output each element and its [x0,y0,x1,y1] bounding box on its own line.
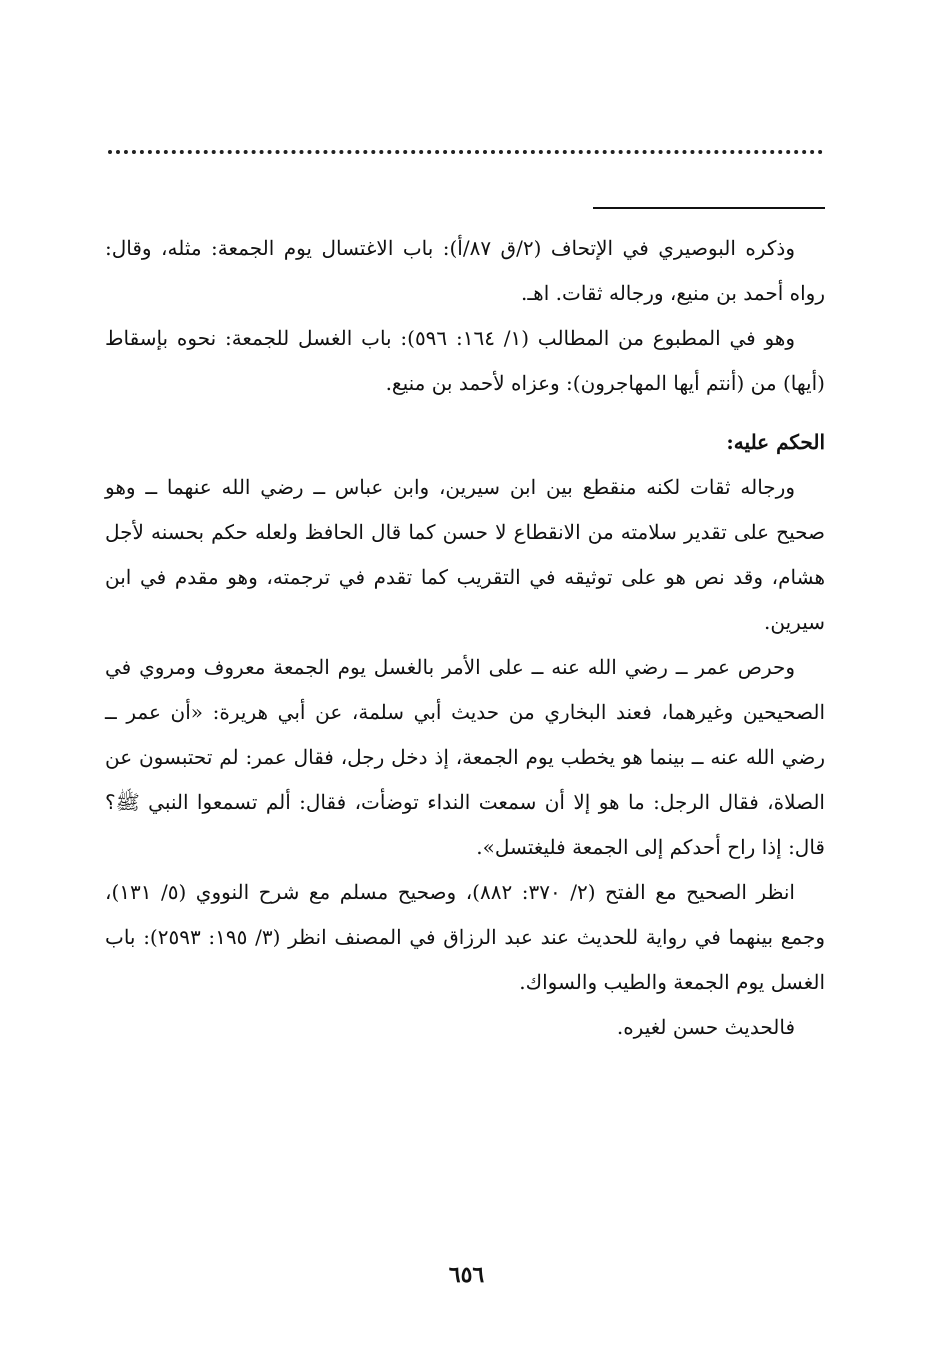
ruling-conclusion: فالحديث حسن لغيره. [616,1015,795,1039]
ruling-paragraph-3: انظر الصحيح مع الفتح (٢/ ٣٧٠: ٨٨٢)، وصحيح مسلم مع شرح النووي (٥/ ١٣١)، وجمع بينهما في رواية للحديث عند عبد الرزاق في المصنف انظر (٣/ ١٩٥: ٢٥٩٣): باب الغسل يوم الجمعة والطيب والسواك. [105,880,825,994]
ruling-paragraph-1: ورجاله ثقات لكنه منقطع بين ابن سيرين، وابن عباس ــ رضي الله عنهما ــ وهو صحيح على تقدير سلامته من الانقطاع لا حسن كما قال الحافظ ولعله حكم بحسنه لأجل هشام، وقد نص هو على توثيقه في التقريب كما تقدم في ترجمته، وهو مقدم في ابن سيرين. [105,475,825,634]
dotted-separator [108,150,823,154]
ruling-heading: الحكم عليه: [726,430,825,454]
page-number: ٦٥٦ [448,1262,485,1288]
footnote-paragraph-2: وهو في المطبوع من المطالب (١/ ١٦٤: ٥٩٦): باب الغسل للجمعة: نحوه بإسقاط (أيها) من (أنتم أيها المهاجرون): وعزاه لأحمد بن منيع. [105,326,825,395]
ruling-paragraph-2: وحرص عمر ــ رضي الله عنه ــ على الأمر بالغسل يوم الجمعة معروف ومروي في الصحيحين وغيرهما، فعند البخاري من حديث أبي سلمة، عن أبي هريرة: «أن عمر ــ رضي الله عنه ــ بينما هو يخطب يوم الجمعة، إذ دخل رجل، فقال عمر: لم تحتبسون عن الصلاة، فقال الرجل: ما هو إلا أن سمعت النداء توضأت، فقال: ألم تسمعوا النبي ﷺ؟ قال: إذا راح أحدكم إلى الجمعة فليغتسل». [105,655,825,859]
footnote-separator [593,207,825,209]
page-content [105,226,825,1050]
footnote-paragraph-1: وذكره البوصيري في الإتحاف (٢/ق ٨٧/أ): باب الاغتسال يوم الجمعة: مثله، وقال: رواه أحمد بن منيع، ورجاله ثقات. اهـ. [105,236,825,305]
